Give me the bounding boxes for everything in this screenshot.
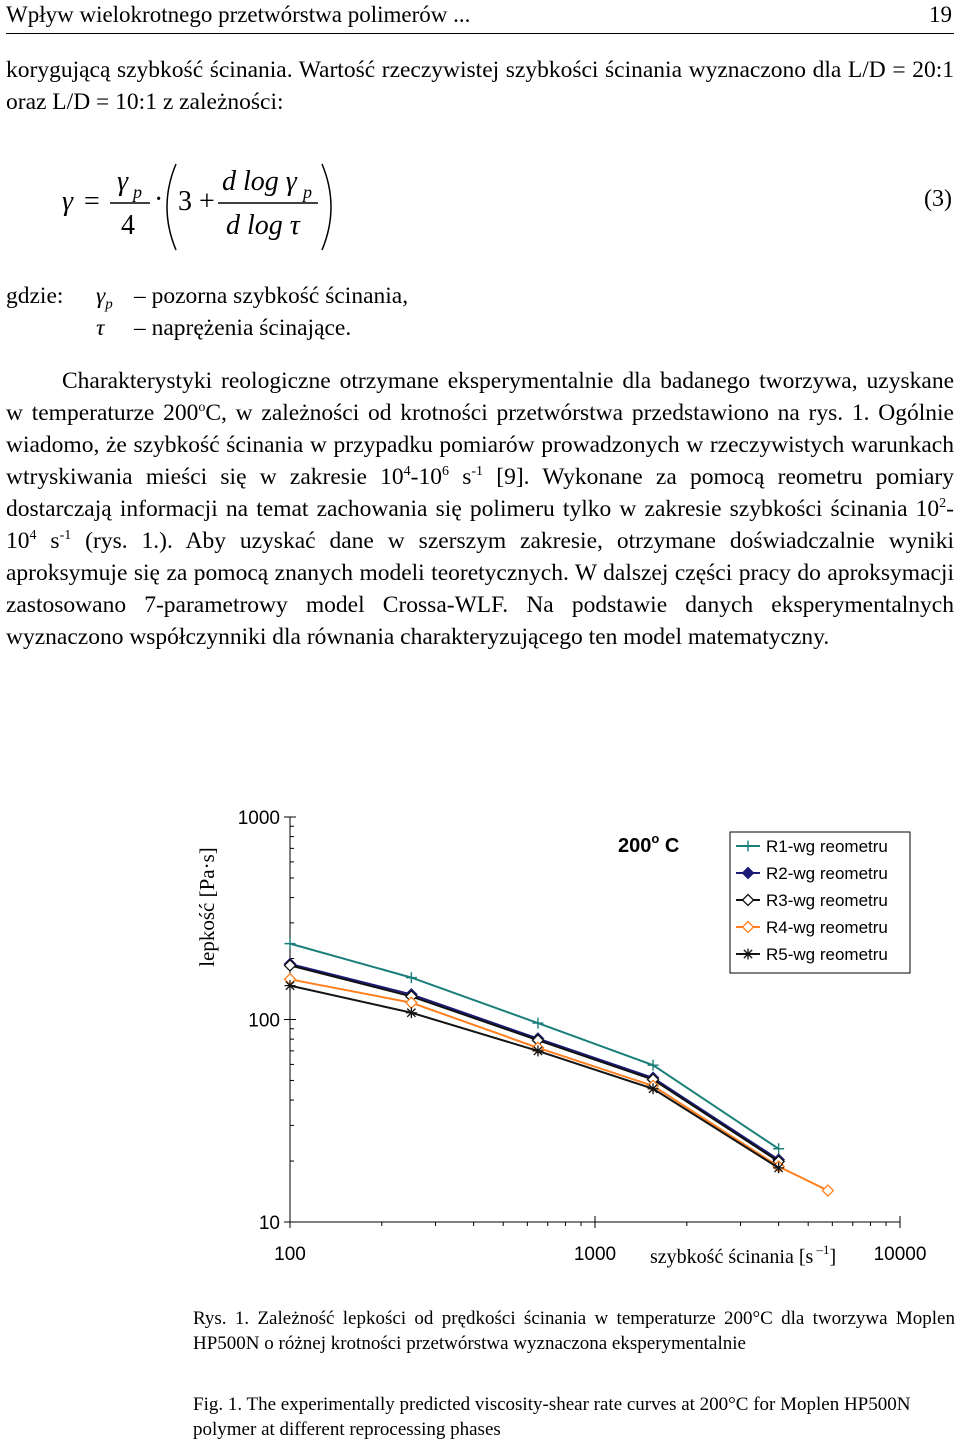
header-rule xyxy=(6,33,954,34)
figure-caption-pl: Rys. 1. Zależność lepkości od prędkości ścinania w temperaturze 200°C dla tworzywa Moplen HP500N o różnej krotności przetwórstwa wyznaczona eksperymentalnie xyxy=(193,1308,955,1354)
p2-sup: 2 xyxy=(939,496,947,512)
legend-label: R1-wg reometru xyxy=(766,837,888,856)
chart-legend xyxy=(730,832,910,973)
x-axis-label-sup: –1 xyxy=(813,1242,830,1257)
open-diamond-marker xyxy=(822,1185,833,1196)
star-marker xyxy=(648,1083,659,1094)
p2-sup: 6 xyxy=(441,464,449,480)
x-tick-label: 100 xyxy=(274,1244,306,1265)
paragraph-main xyxy=(6,365,954,653)
eq-lhs: γ xyxy=(62,186,74,217)
p2-text: Charakterystyki reologiczne otrzymane eksperymentalnie dla badanego tworzywa, uzyskane w temperaturze 200 xyxy=(6,368,954,426)
legend-label: R4-wg reometru xyxy=(766,918,888,937)
plus-marker xyxy=(285,938,296,949)
eq-frac1-num-sub: p xyxy=(133,182,142,202)
p2-sup: 4 xyxy=(403,464,411,480)
x-axis-label xyxy=(650,1242,836,1268)
star-marker xyxy=(532,1045,543,1056)
series-line xyxy=(290,979,828,1190)
star-marker xyxy=(285,980,296,991)
definitions-label: gdzie: xyxy=(6,283,64,309)
equation-number: (3) xyxy=(924,186,952,212)
plus-marker xyxy=(406,972,417,983)
eq-frac2-den: d log τ xyxy=(226,210,300,241)
symbol-tau: τ xyxy=(96,315,105,341)
p2-text: -10 xyxy=(410,464,442,490)
p2-text: (rys. 1.). Aby uzyskać dane w szerszym zakresie, otrzymane doświadczalnie wyniki aproksymuje się za pomocą znanych modeli teoretycznych. W dalszej części pracy do aproksymacji zastosowano 7-parametrowy model Crossa-WLF. Na podstawie danych eksperymentalnych wyznaczono współczynniki dla równania charakteryzującego ten model matematyczny. xyxy=(6,528,954,650)
annotation-unit: C xyxy=(659,835,680,857)
eq-frac1-den: 4 xyxy=(121,210,135,241)
x-tick-label: 10000 xyxy=(873,1244,927,1265)
page-header xyxy=(6,0,954,34)
definition-text: – pozorna szybkość ścinania, xyxy=(134,283,409,309)
p2-sup: o xyxy=(198,400,206,416)
series-line xyxy=(290,965,779,1161)
eq-frac2-num-sub: p xyxy=(303,182,312,202)
equation-3 xyxy=(0,150,960,260)
symbol-sub: p xyxy=(105,296,113,313)
symbol-gamma: γ xyxy=(96,283,106,309)
x-axis-label-text: szybkość ścinania [s xyxy=(650,1246,814,1268)
legend-label: R2-wg reometru xyxy=(766,864,888,883)
p2-text: [9]. Wykonane za pomocą reometru pomiary dostarczają informacji na temat zachowania się polimeru tylko w zakresie szybkości ścinania 10 xyxy=(6,464,954,522)
eq-right-paren xyxy=(322,164,331,250)
viscosity-chart xyxy=(180,795,960,1275)
eq-equals: = xyxy=(84,186,100,217)
p2-sup: -1 xyxy=(59,528,72,544)
star-marker xyxy=(743,949,754,960)
figure-caption-en: Fig. 1. The experimentally predicted viscosity-shear rate curves at 200°C for Moplen HP500N polymer at different reprocessing phases xyxy=(193,1394,911,1440)
x-axis-label-end: ] xyxy=(829,1246,837,1268)
y-tick-label: 100 xyxy=(248,1010,280,1032)
running-title: Wpływ wielokrotnego przetwórstwa polimerów ... xyxy=(6,2,471,27)
definition-text: – naprężenia ścinające. xyxy=(134,315,352,341)
y-tick-label: 10 xyxy=(258,1213,280,1234)
p2-text: s xyxy=(448,464,472,490)
eq-three-plus: 3 + xyxy=(178,186,215,217)
paragraph-intro: korygującą szybkość ścinania. Wartość rzeczywistej szybkości ścinania wyznaczono dla L/D = 20:1 oraz L/D = 10:1 z zależności: xyxy=(6,57,954,115)
eq-left-paren xyxy=(167,164,176,250)
temperature-annotation xyxy=(618,831,679,857)
eq-dot: · xyxy=(154,184,164,215)
p2-text: C, w zależności od krotności przetwórstwa przedstawiono na rys. 1. Ogólnie wiadomo, że szybkość ścinania w przypadku pomiarów prowadzonych w rzeczywistych warunkach wtryskiwania mieści się w zakresie 10 xyxy=(6,400,954,490)
x-tick-label: 1000 xyxy=(573,1244,617,1265)
annotation-value: 200 xyxy=(618,835,652,857)
plus-marker xyxy=(532,1018,543,1029)
p2-sup: 4 xyxy=(29,528,37,544)
page-number: 19 xyxy=(929,2,952,27)
p2-sup: -1 xyxy=(471,464,484,480)
series-line xyxy=(290,986,779,1168)
star-marker xyxy=(406,1007,417,1018)
legend-label: R5-wg reometru xyxy=(766,945,888,964)
y-axis-label: lepkość [Pa·s] xyxy=(195,847,219,967)
p2-text: s xyxy=(36,528,60,554)
star-marker xyxy=(773,1162,784,1173)
eq-frac1-num: γ xyxy=(117,166,129,197)
legend-label: R3-wg reometru xyxy=(766,891,888,910)
plus-marker xyxy=(773,1143,784,1154)
p2-text: -10 xyxy=(6,496,954,554)
plus-marker xyxy=(648,1060,659,1071)
eq-frac2-num: d log γ xyxy=(222,166,297,197)
y-tick-label: 1000 xyxy=(237,808,280,829)
annotation-sup: o xyxy=(651,831,660,846)
chart-series xyxy=(285,938,834,1196)
